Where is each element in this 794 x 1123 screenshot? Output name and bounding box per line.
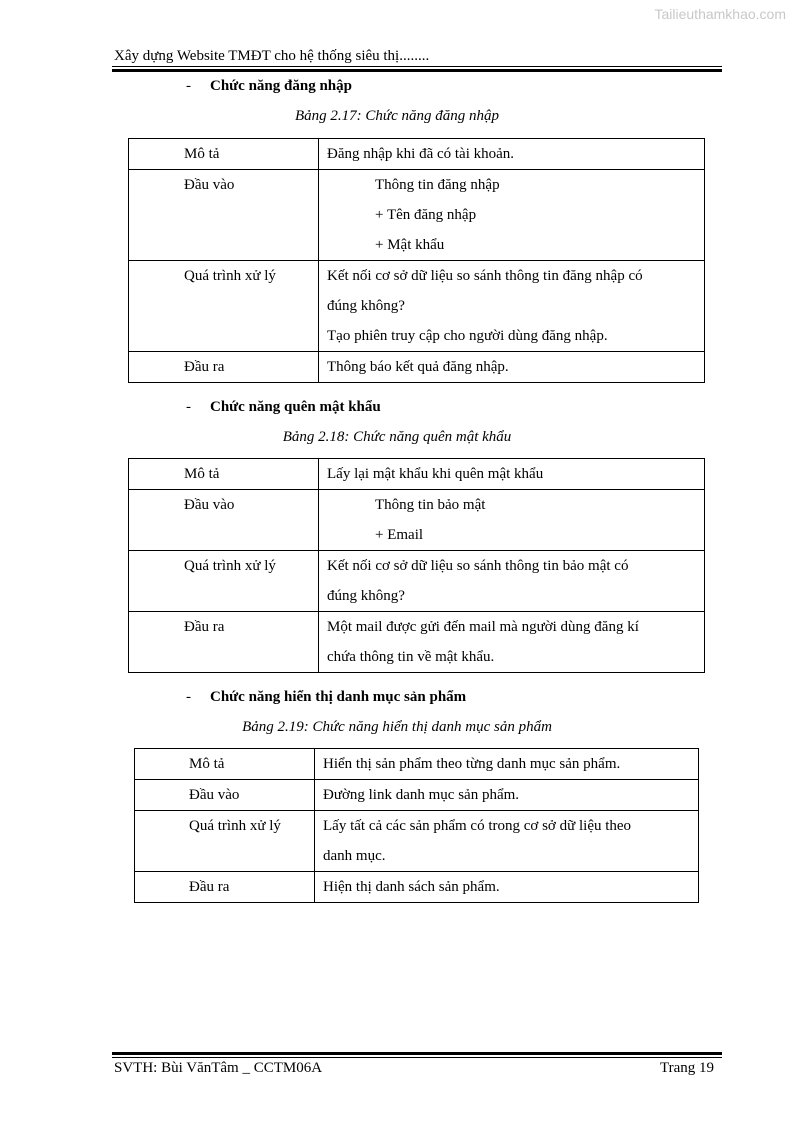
row-label: Đầu ra bbox=[129, 352, 319, 383]
product-category-table bbox=[134, 748, 699, 903]
row-label: Quá trình xử lý bbox=[135, 811, 315, 872]
row-label: Mô tả bbox=[135, 749, 315, 780]
table-caption-2-19: Bảng 2.19: Chức năng hiển thị danh mục sản phẩm bbox=[242, 719, 552, 735]
table-row bbox=[129, 261, 705, 352]
section-heading-login bbox=[186, 78, 352, 95]
table-caption-2-17: Bảng 2.17: Chức năng đăng nhập bbox=[294, 108, 499, 124]
table-row bbox=[129, 612, 705, 673]
table-row bbox=[129, 459, 705, 490]
table-row bbox=[135, 872, 699, 903]
footer-page-number: Trang 19 bbox=[659, 1060, 714, 1076]
row-value: Thông tin đăng nhập + Tên đăng nhập + Mật khẩu bbox=[319, 170, 705, 261]
footer-rule-thin bbox=[112, 1057, 722, 1058]
table-caption-2-18: Bảng 2.18: Chức năng quên mật khẩu bbox=[282, 429, 512, 445]
running-header: Xây dựng Website TMĐT cho hệ thống siêu thị........ bbox=[114, 48, 430, 64]
row-value: Hiển thị sản phẩm theo từng danh mục sản phẩm. bbox=[315, 749, 699, 780]
table-row bbox=[129, 551, 705, 612]
row-label: Mô tả bbox=[129, 459, 319, 490]
section-heading-text: Chức năng quên mật khẩu bbox=[210, 399, 381, 415]
row-label: Quá trình xử lý bbox=[129, 261, 319, 352]
row-label: Đầu ra bbox=[135, 872, 315, 903]
login-function-table bbox=[128, 138, 705, 383]
row-value: Lấy lại mật khẩu khi quên mật khẩu bbox=[319, 459, 705, 490]
footer-author: SVTH: Bùi VănTâm _ CCTM06A bbox=[114, 1060, 323, 1076]
row-value: Một mail được gửi đến mail mà người dùng đăng kí chứa thông tin về mật khẩu. bbox=[319, 612, 705, 673]
section-heading-forgot-password bbox=[186, 399, 381, 416]
forgot-password-table bbox=[128, 458, 705, 673]
row-value: Đăng nhập khi đã có tài khoản. bbox=[319, 139, 705, 170]
row-label: Đầu vào bbox=[129, 170, 319, 261]
bullet-dash: - bbox=[186, 689, 191, 705]
row-value: Hiện thị danh sách sản phẩm. bbox=[315, 872, 699, 903]
bullet-dash: - bbox=[186, 78, 191, 94]
row-label: Đầu vào bbox=[135, 780, 315, 811]
row-label: Đầu vào bbox=[129, 490, 319, 551]
bullet-dash: - bbox=[186, 399, 191, 415]
table-row bbox=[135, 780, 699, 811]
row-label: Đầu ra bbox=[129, 612, 319, 673]
section-heading-text: Chức năng hiển thị danh mục sản phẩm bbox=[210, 689, 467, 705]
footer-rule-thick bbox=[112, 1052, 722, 1055]
row-value: Đường link danh mục sản phẩm. bbox=[315, 780, 699, 811]
section-heading-product-category bbox=[186, 689, 466, 706]
table-row bbox=[129, 352, 705, 383]
header-rule-thick bbox=[112, 69, 722, 72]
header-rule-thin bbox=[112, 66, 722, 67]
watermark-text: Tailieuthamkhao.com bbox=[654, 6, 786, 22]
row-label: Quá trình xử lý bbox=[129, 551, 319, 612]
section-heading-text: Chức năng đăng nhập bbox=[210, 78, 352, 94]
row-value: Thông báo kết quả đăng nhập. bbox=[319, 352, 705, 383]
table-row bbox=[129, 490, 705, 551]
table-row bbox=[135, 749, 699, 780]
row-value: Kết nối cơ sở dữ liệu so sánh thông tin bảo mật có đúng không? bbox=[319, 551, 705, 612]
table-row bbox=[129, 139, 705, 170]
table-row bbox=[129, 170, 705, 261]
row-value: Thông tin bảo mật + Email bbox=[319, 490, 705, 551]
row-label: Mô tả bbox=[129, 139, 319, 170]
table-row bbox=[135, 811, 699, 872]
row-value: Lấy tất cả các sản phẩm có trong cơ sở dữ liệu theo danh mục. bbox=[315, 811, 699, 872]
row-value: Kết nối cơ sở dữ liệu so sánh thông tin đăng nhập có đúng không? Tạo phiên truy cập cho người dùng đăng nhập. bbox=[319, 261, 705, 352]
